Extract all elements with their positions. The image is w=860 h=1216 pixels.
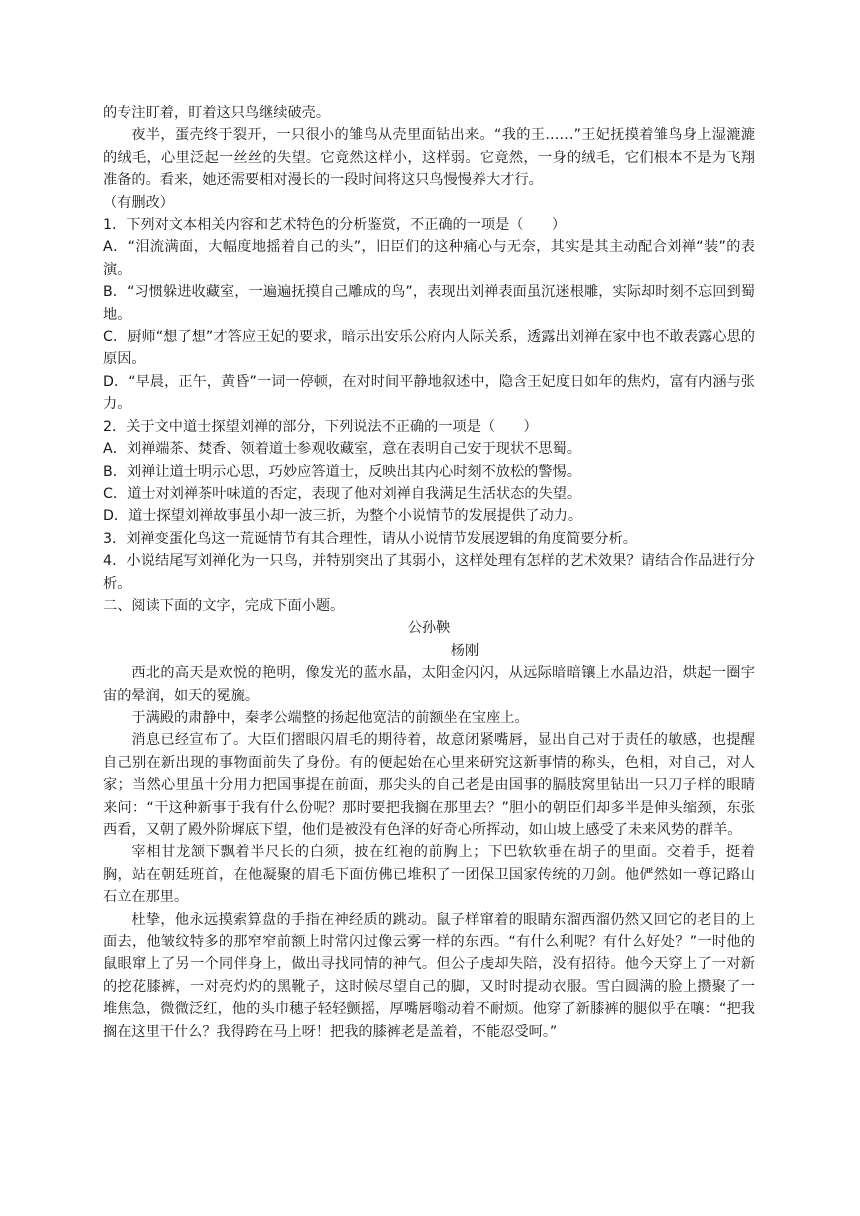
source-note: （有删改） bbox=[103, 194, 174, 211]
option-d: D．道士探望刘禅故事虽小却一波三折，为整个小说情节的发展提供了动力。 bbox=[103, 508, 583, 525]
question-3: 3．刘禅变蛋化鸟这一荒诞情节有其合理性，请从小说情节发展逻辑的角度简要分析。 bbox=[103, 530, 637, 547]
question-1 bbox=[103, 214, 755, 416]
story-paragraph: 于满殿的肃静中，秦孝公端整的扬起他宽洁的前额坐在宝座上。 bbox=[131, 709, 529, 726]
option-a: A．刘禅端茶、焚香、领着道士参观收藏室，意在表明自己安于现状不思蜀。 bbox=[103, 441, 581, 458]
story-paragraph: 夜半，蛋壳终于裂开，一只很小的雏鸟从壳里面钻出来。“我的王……”王妃抚摸着雏鸟身上湿漉漉的绒毛，心里泛起一丝丝的失望。它竟然这样小，这样弱。它竟然，一身的绒毛，它们根本不是为飞翔准备的。看来，她还需要相对漫长的一段时间将这只鸟慢慢养大才行。 bbox=[103, 127, 756, 189]
text-line: 的专注盯着，盯着这只鸟继续破壳。 bbox=[103, 105, 331, 121]
option-b: B．“习惯躲进收藏室，一遍遍抚摸自己雕成的鸟”，表现出刘禅表面虽沉迷根雕，实际却时刻不忘回到蜀地。 bbox=[103, 284, 755, 323]
story-paragraph: 消息已经宣布了。大臣们摺眼闪眉毛的期待着，故意闭紧嘴唇，显出自己对于责任的敏感，也提醒自己别在新出现的事物面前失了身份。有的便起始在心里来研究这新事情的称头，色相，对自己，对人家；当然心里虽十分用力把国事提在前面，那尖头的自己老是由国事的膈肢窝里钻出一只刀子样的眼睛来问：“干这种新事于我有什么份呢？那时要把我搁在那里去？”胆小的朝臣们却多半是伸头缩颈，东张西看，又朝了殿外阶墀底下望，他们是被没有色泽的好奇心所挥动，如山坡上感受了未来风势的群羊。 bbox=[103, 732, 755, 838]
option-c: C．厨师“想了想”才答应王妃的要求，暗示出安乐公府内人际关系，透露出刘禅在家中也不敢表露心思的原因。 bbox=[103, 329, 755, 368]
story-author: 杨刚 bbox=[450, 642, 480, 659]
story-paragraph: 杜挚，他永远摸索算盘的手指在神经质的跳动。鼠子样窜着的眼睛东溜西溜仍然又回它的老目的上面去，他皱纹特多的那窄窄前额上时常闪过像云雾一样的东西。“有什么利呢？有什么好处？”一时他的鼠眼窜上了另一个同伴身上，做出寻找同情的神气。但公子虔却失陪，没有招待。他今天穿上了一对新的挖花膝裤，一对亮灼灼的黑靴子，这时候尽望自己的脚，又时时提动衣服。雪白圆满的脸上攒聚了一堆焦急，微微泛红，他的头巾穗子轻轻颤摇，厚嘴唇嗡动着不耐烦。他穿了新膝裤的腿似乎在嚷：“把我搁在这里干什么？我得跨在马上呀！把我的膝裤老是盖着，不能忍受呵。” bbox=[103, 911, 755, 1040]
option-b: B．刘禅让道士明示心思，巧妙应答道士，反映出其内心时刻不放松的警惕。 bbox=[103, 463, 581, 480]
section-heading: 二、阅读下面的文字，完成下面小题。 bbox=[103, 597, 345, 614]
story-title: 公孙鞅 bbox=[407, 620, 451, 637]
option-a: A．“泪流满面，大幅度地摇着自己的头”，旧臣们的这种痛心与无奈，其实是其主动配合刘禅“装”的表演。 bbox=[103, 239, 755, 278]
question-stem: 2．关于文中道士探望刘禅的部分，下列说法不正确的一项是（ ） bbox=[103, 418, 538, 435]
document-body bbox=[103, 102, 755, 1043]
option-d: D．“早晨，正午，黄昏”一词一停顿，在对时间平静地叙述中，隐含王妃度日如年的焦灼，富有内涵与张力。 bbox=[103, 373, 755, 413]
question-4: 4．小说结尾写刘禅化为一只鸟，并特别突出了其弱小，这样处理有怎样的艺术效果？请结合作品进行分析。 bbox=[103, 553, 755, 592]
option-c: C．道士对刘禅茶叶味道的否定，表现了他对刘禅自我满足生活状态的失望。 bbox=[103, 485, 582, 502]
question-2 bbox=[103, 416, 755, 528]
story-paragraph: 宰相甘龙颔下飘着半尺长的白须，披在红袍的前胸上；下巴软软垂在胡子的里面。交着手，挺着胸，站在朝廷班首，在他凝聚的眉毛下面仿佛已堆积了一团保卫国家传统的刀剑。他俨然如一尊记路山石立在那里。 bbox=[103, 844, 755, 906]
story-paragraph: 西北的高天是欢悦的艳明，像发光的蓝水晶，太阳金闪闪，从远际暗暗镶上水晶边沿，烘起一圈宇宙的晕润，如天的冕旒。 bbox=[103, 665, 755, 704]
question-stem: 1．下列对文本相关内容和艺术特色的分析鉴赏，不正确的一项是（ ） bbox=[103, 217, 567, 234]
